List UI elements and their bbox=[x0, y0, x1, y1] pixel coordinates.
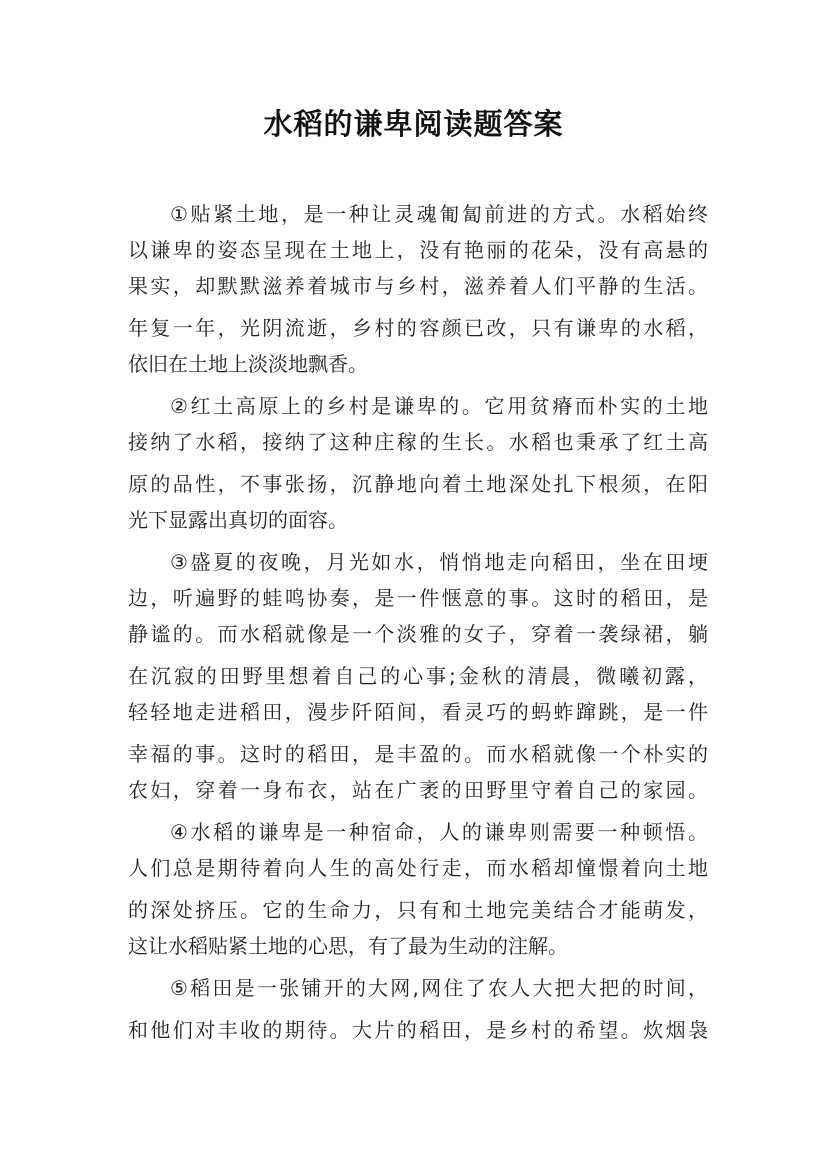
paragraph-line: 在沉寂的田野里想着自己的心事;金秋的清晨，微曦初露， bbox=[128, 664, 708, 688]
paragraph-line: 边，听遍野的蛙鸣协奏，是一件惬意的事。这时的稻田，是 bbox=[128, 586, 708, 610]
paragraph-line: 光下显露出真切的面容。 bbox=[128, 508, 348, 532]
paragraph-line: 轻轻地走进稻田，漫步阡陌间，看灵巧的蚂蚱蹿跳，是一件 bbox=[128, 700, 708, 724]
paragraph-line: 农妇，穿着一身布衣，站在广袤的田野里守着自己的家园。 bbox=[128, 778, 708, 802]
paragraph-line: 年复一年，光阴流逝，乡村的容颜已改，只有谦卑的水稻， bbox=[128, 316, 708, 340]
paragraph-line: ①贴紧土地，是一种让灵魂匍匐前进的方式。水稻始终 bbox=[170, 202, 708, 226]
paragraph-line: 人们总是期待着向人生的高处行走，而水稻却憧憬着向土地 bbox=[128, 856, 708, 880]
paragraph-line: 原的品性，不事张扬，沉静地向着土地深处扎下根须，在阳 bbox=[128, 472, 708, 496]
paragraph-line: 静谧的。而水稻就像是一个淡雅的女子，穿着一袭绿裙，躺 bbox=[128, 622, 708, 646]
paragraph-line: 果实，却默默滋养着城市与乡村，滋养着人们平静的生活。 bbox=[128, 274, 708, 298]
paragraph-line: 接纳了水稻，接纳了这种庄稼的生长。水稻也秉承了红土高 bbox=[128, 430, 708, 454]
paragraph-line: ⑤稻田是一张铺开的大网,网住了农人大把大把的时间， bbox=[170, 976, 708, 1000]
paragraph-line: 的深处挤压。它的生命力，只有和土地完美结合才能萌发， bbox=[128, 898, 708, 922]
paragraph-line: 依旧在土地上淡淡地飘香。 bbox=[128, 352, 368, 376]
paragraph-line: ③盛夏的夜晚，月光如水，悄悄地走向稻田，坐在田埂 bbox=[170, 550, 708, 574]
document-title: 水稻的谦卑阅读题答案 bbox=[263, 107, 564, 141]
paragraph-line: 幸福的事。这时的稻田，是丰盈的。而水稻就像一个朴实的 bbox=[128, 742, 708, 766]
paragraph-line: ④水稻的谦卑是一种宿命，人的谦卑则需要一种顿悟。 bbox=[170, 820, 708, 844]
paragraph-line: ②红土高原上的乡村是谦卑的。它用贫瘠而朴实的土地 bbox=[170, 394, 708, 418]
paragraph-line: 以谦卑的姿态呈现在土地上，没有艳丽的花朵，没有高悬的 bbox=[128, 238, 708, 262]
paragraph-line: 这让水稻贴紧土地的心思，有了最为生动的注解。 bbox=[128, 934, 568, 958]
paragraph-line: 和他们对丰收的期待。大片的稻田，是乡村的希望。炊烟袅 bbox=[128, 1018, 708, 1042]
